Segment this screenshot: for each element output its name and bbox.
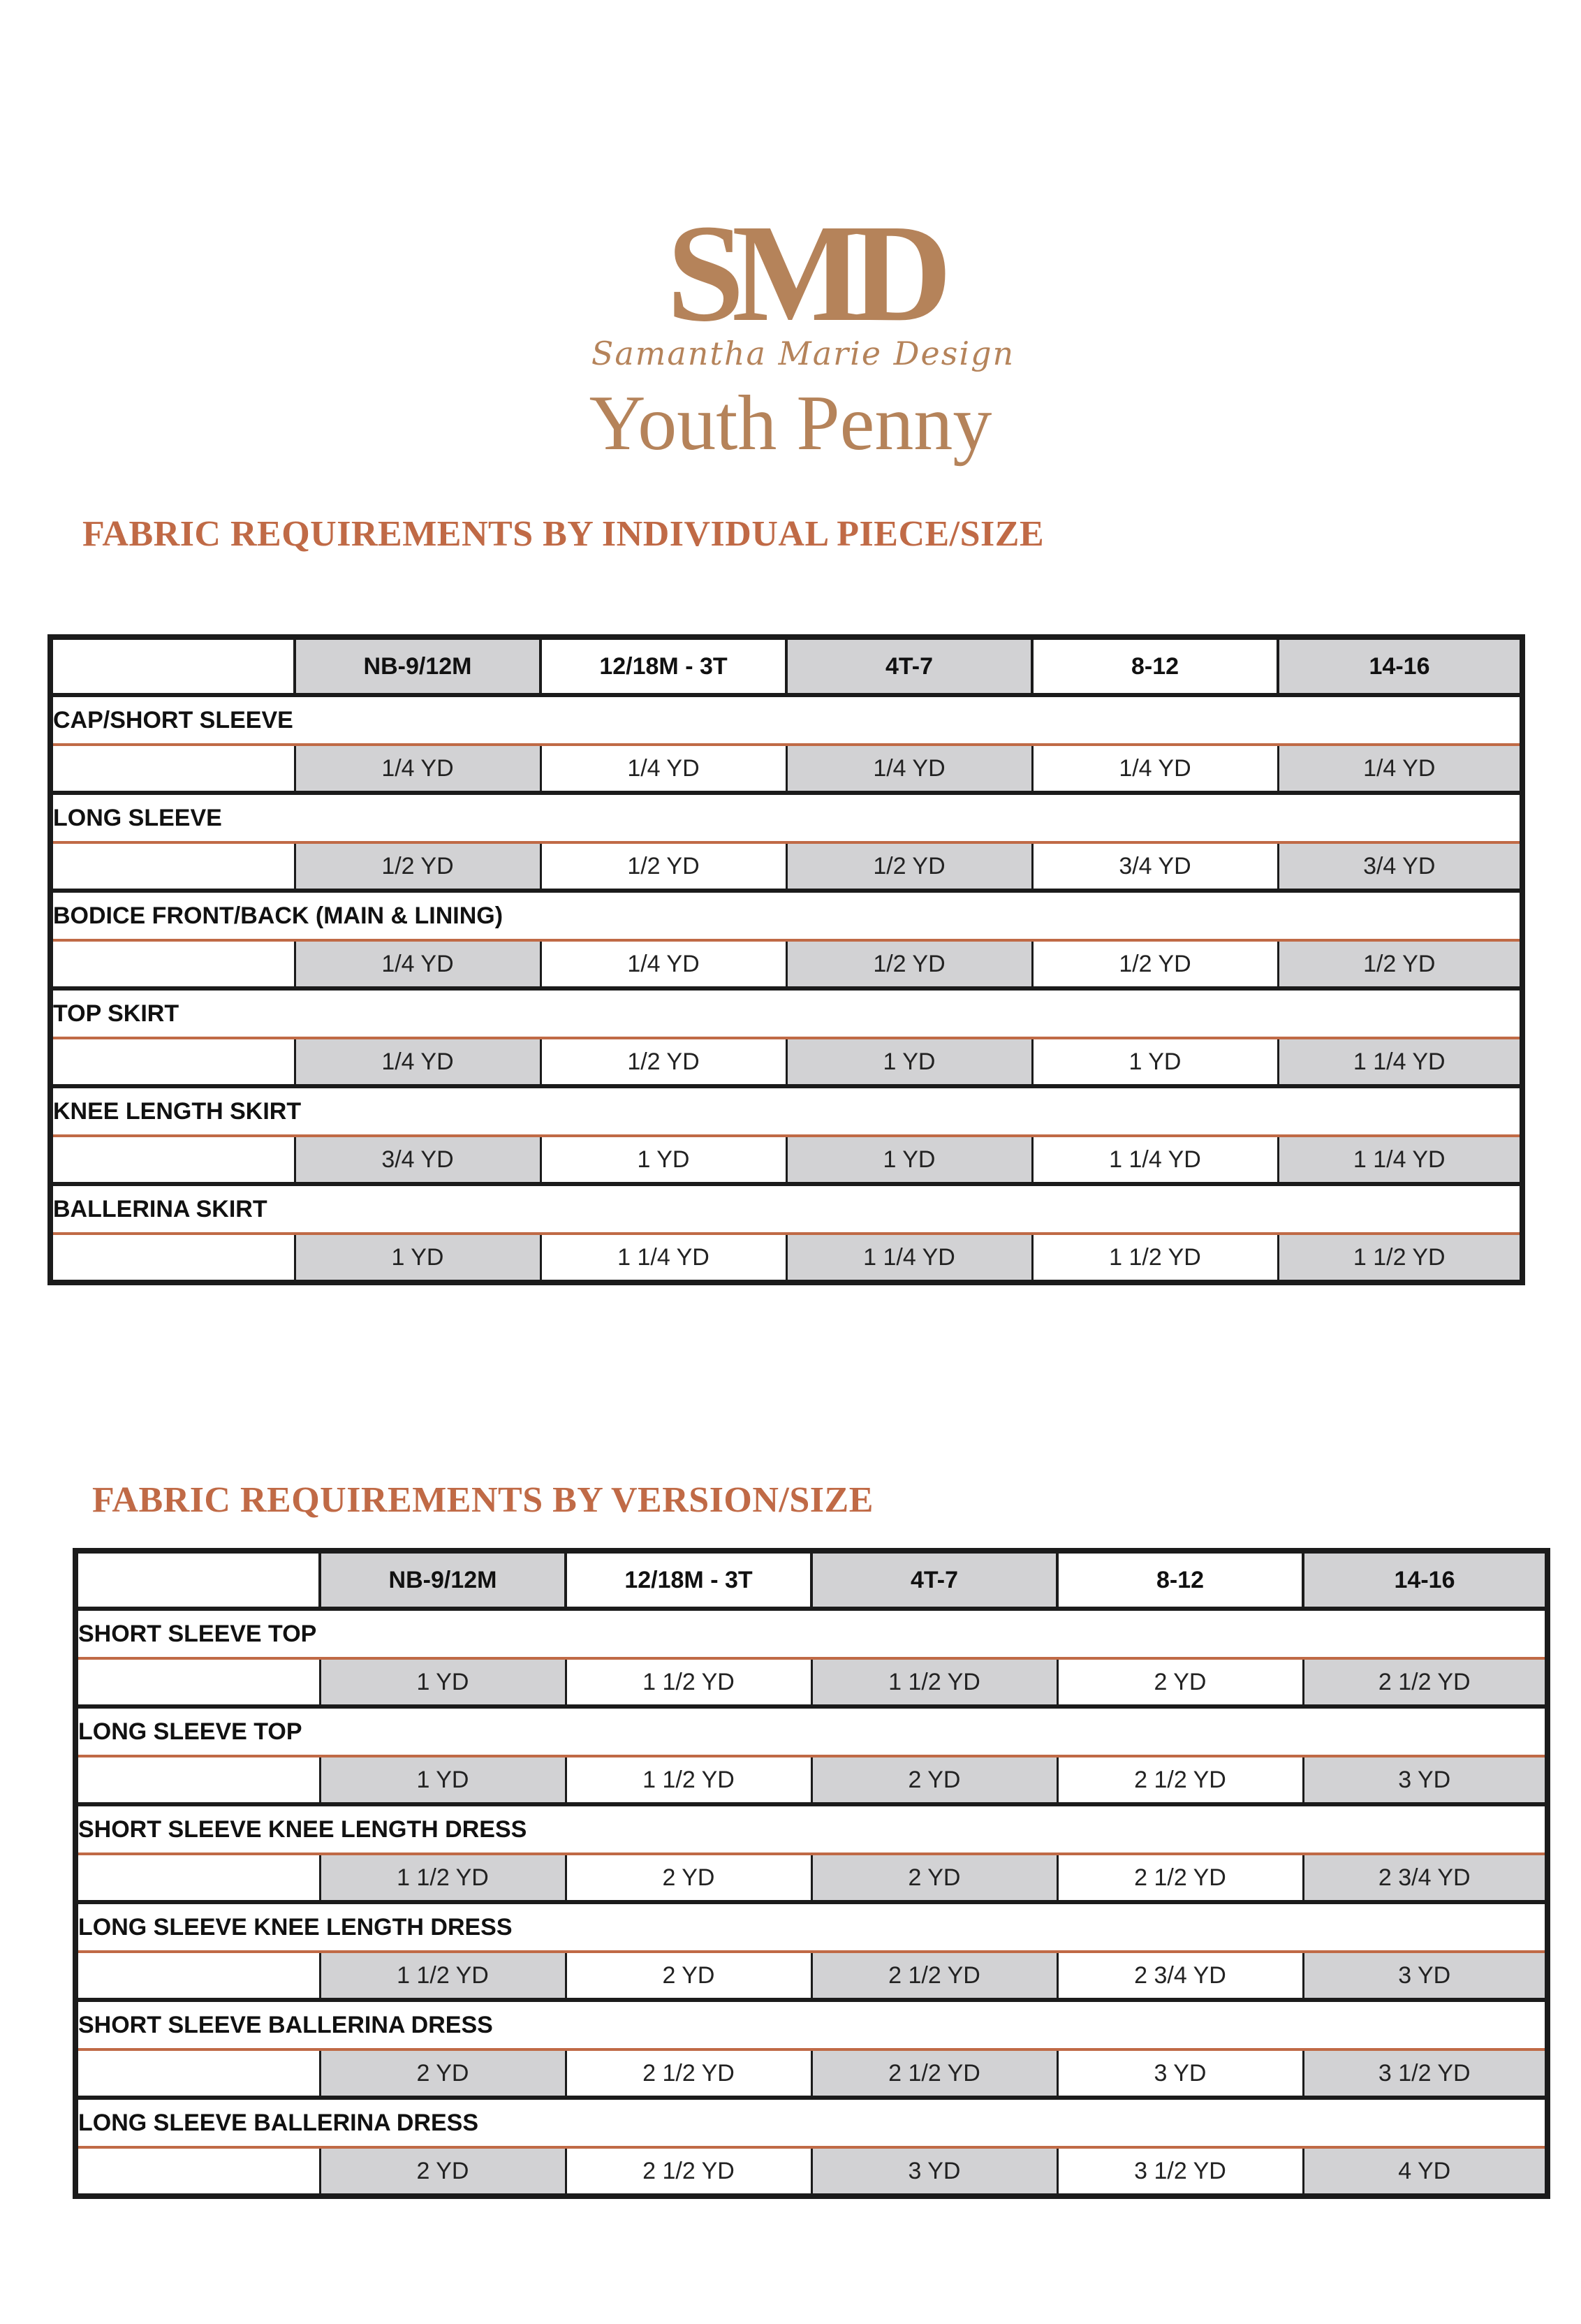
yardage-row: [50, 940, 1522, 988]
yardage-cell: 2 YD: [320, 2147, 566, 2196]
yardage-cell: 1/2 YD: [295, 842, 541, 891]
piece-label-row: [75, 1707, 1547, 1756]
yardage-cell: 2 1/2 YD: [566, 2147, 811, 2196]
yardage-cell: 3/4 YD: [1032, 842, 1278, 891]
piece-label: LONG SLEEVE: [50, 793, 1522, 842]
size-header-cell: 4T-7: [786, 637, 1032, 695]
yardage-cell: 3 1/2 YD: [1057, 2147, 1303, 2196]
heading-individual-piece: FABRIC REQUIREMENTS BY INDIVIDUAL PIECE/SIZE: [82, 514, 1045, 554]
yardage-cell: 3/4 YD: [1278, 842, 1522, 891]
yardage-cell: 1/4 YD: [295, 940, 541, 988]
row-blank-cell: [50, 1038, 295, 1086]
yardage-cell: 1/2 YD: [786, 940, 1032, 988]
size-header-cell: 14-16: [1303, 1551, 1547, 1609]
yardage-cell: 3 YD: [1303, 1756, 1547, 1804]
piece-label-row: [75, 2098, 1547, 2147]
yardage-cell: 1 YD: [786, 1038, 1032, 1086]
size-header-cell: NB-9/12M: [320, 1551, 566, 1609]
yardage-cell: 1 YD: [1032, 1038, 1278, 1086]
yardage-row: [75, 1658, 1547, 1707]
yardage-cell: 2 3/4 YD: [1057, 1952, 1303, 2000]
piece-label-row: [75, 2000, 1547, 2049]
row-blank-cell: [50, 1136, 295, 1184]
row-blank-cell: [50, 940, 295, 988]
piece-label-row: [50, 1184, 1522, 1234]
size-header-cell: 4T-7: [811, 1551, 1057, 1609]
yardage-cell: 1/4 YD: [295, 1038, 541, 1086]
piece-label: BALLERINA SKIRT: [50, 1184, 1522, 1234]
brand-logo: [587, 203, 1020, 384]
yardage-cell: 2 YD: [811, 1756, 1057, 1804]
yardage-cell: 2 YD: [320, 2049, 566, 2098]
size-header-cell: 8-12: [1057, 1551, 1303, 1609]
yardage-cell: 2 YD: [566, 1952, 811, 2000]
yardage-cell: 1 1/4 YD: [786, 1234, 1032, 1282]
yardage-cell: 1/2 YD: [786, 842, 1032, 891]
row-blank-cell: [75, 2049, 320, 2098]
yardage-cell: 2 1/2 YD: [811, 2049, 1057, 2098]
yardage-cell: 1 1/4 YD: [1278, 1136, 1522, 1184]
piece-label: SHORT SLEEVE TOP: [75, 1609, 1547, 1658]
piece-label-row: [75, 1609, 1547, 1658]
yardage-cell: 2 YD: [811, 1854, 1057, 1902]
piece-label: TOP SKIRT: [50, 988, 1522, 1038]
yardage-cell: 2 1/2 YD: [1303, 1658, 1547, 1707]
yardage-row: [75, 1756, 1547, 1804]
yardage-cell: 1 1/2 YD: [566, 1756, 811, 1804]
yardage-cell: 1 1/2 YD: [1278, 1234, 1522, 1282]
yardage-cell: 1 YD: [320, 1658, 566, 1707]
piece-label-row: [75, 1804, 1547, 1854]
yardage-cell: 1 YD: [295, 1234, 541, 1282]
size-header-cell: 8-12: [1032, 637, 1278, 695]
size-header-cell: NB-9/12M: [295, 637, 541, 695]
document-title: Youth Penny: [589, 380, 992, 467]
yardage-cell: 1 1/4 YD: [1032, 1136, 1278, 1184]
piece-label-row: [50, 695, 1522, 745]
size-header-row: [75, 1551, 1547, 1609]
yardage-row: [50, 1038, 1522, 1086]
row-blank-cell: [75, 1854, 320, 1902]
size-header-cell: 12/18M - 3T: [566, 1551, 811, 1609]
yardage-cell: 1 1/2 YD: [320, 1952, 566, 2000]
row-blank-cell: [75, 1658, 320, 1707]
piece-label-row: [50, 1086, 1522, 1136]
yardage-cell: 1 1/2 YD: [566, 1658, 811, 1707]
yardage-row: [75, 2147, 1547, 2196]
piece-label-row: [50, 988, 1522, 1038]
piece-label: KNEE LENGTH SKIRT: [50, 1086, 1522, 1136]
yardage-row: [50, 1136, 1522, 1184]
size-header-cell: 14-16: [1278, 637, 1522, 695]
yardage-row: [75, 1952, 1547, 2000]
yardage-row: [50, 1234, 1522, 1282]
piece-label: BODICE FRONT/BACK (MAIN & LINING): [50, 891, 1522, 940]
fabric-table-by-piece: [47, 634, 1525, 1285]
yardage-cell: 1 1/4 YD: [1278, 1038, 1522, 1086]
yardage-cell: 3 YD: [1057, 2049, 1303, 2098]
yardage-cell: 3 1/2 YD: [1303, 2049, 1547, 2098]
size-header-row: [50, 637, 1522, 695]
row-blank-cell: [50, 842, 295, 891]
yardage-cell: 1/4 YD: [295, 745, 541, 793]
yardage-cell: 1/4 YD: [1278, 745, 1522, 793]
piece-label-row: [75, 1902, 1547, 1952]
yardage-cell: 3/4 YD: [295, 1136, 541, 1184]
header-blank-cell: [75, 1551, 320, 1609]
yardage-cell: 2 3/4 YD: [1303, 1854, 1547, 1902]
yardage-cell: 1/2 YD: [1278, 940, 1522, 988]
piece-label: LONG SLEEVE KNEE LENGTH DRESS: [75, 1902, 1547, 1952]
yardage-cell: 1 1/2 YD: [1032, 1234, 1278, 1282]
yardage-cell: 1/4 YD: [541, 940, 786, 988]
piece-label: SHORT SLEEVE KNEE LENGTH DRESS: [75, 1804, 1547, 1854]
yardage-cell: 1/4 YD: [1032, 745, 1278, 793]
yardage-cell: 1 YD: [786, 1136, 1032, 1184]
yardage-cell: 1 YD: [320, 1756, 566, 1804]
yardage-cell: 4 YD: [1303, 2147, 1547, 2196]
yardage-cell: 1/4 YD: [541, 745, 786, 793]
size-header-cell: 12/18M - 3T: [541, 637, 786, 695]
yardage-cell: 2 1/2 YD: [811, 1952, 1057, 2000]
yardage-row: [75, 1854, 1547, 1902]
yardage-cell: 1 1/2 YD: [320, 1854, 566, 1902]
yardage-cell: 2 YD: [1057, 1658, 1303, 1707]
yardage-cell: 1 YD: [541, 1136, 786, 1184]
yardage-cell: 2 1/2 YD: [1057, 1756, 1303, 1804]
logo-monogram: SMD: [666, 203, 940, 351]
header-blank-cell: [50, 637, 295, 695]
row-blank-cell: [75, 1952, 320, 2000]
logo-script-name: Samantha Marie Design: [591, 335, 1015, 372]
yardage-row: [75, 2049, 1547, 2098]
piece-label-row: [50, 891, 1522, 940]
yardage-cell: 2 1/2 YD: [1057, 1854, 1303, 1902]
row-blank-cell: [50, 1234, 295, 1282]
yardage-cell: 1/2 YD: [541, 1038, 786, 1086]
piece-label: LONG SLEEVE BALLERINA DRESS: [75, 2098, 1547, 2147]
yardage-row: [50, 842, 1522, 891]
yardage-cell: 1 1/4 YD: [541, 1234, 786, 1282]
piece-label: SHORT SLEEVE BALLERINA DRESS: [75, 2000, 1547, 2049]
yardage-cell: 3 YD: [1303, 1952, 1547, 2000]
piece-label: CAP/SHORT SLEEVE: [50, 695, 1522, 745]
yardage-cell: 3 YD: [811, 2147, 1057, 2196]
yardage-cell: 1 1/2 YD: [811, 1658, 1057, 1707]
yardage-cell: 1/2 YD: [541, 842, 786, 891]
yardage-cell: 1/2 YD: [1032, 940, 1278, 988]
yardage-cell: 1/4 YD: [786, 745, 1032, 793]
piece-label: LONG SLEEVE TOP: [75, 1707, 1547, 1756]
piece-label-row: [50, 793, 1522, 842]
yardage-cell: 2 1/2 YD: [566, 2049, 811, 2098]
row-blank-cell: [75, 2147, 320, 2196]
row-blank-cell: [50, 745, 295, 793]
fabric-table-by-version: [73, 1548, 1550, 2199]
yardage-cell: 2 YD: [566, 1854, 811, 1902]
yardage-row: [50, 745, 1522, 793]
heading-version: FABRIC REQUIREMENTS BY VERSION/SIZE: [92, 1480, 874, 1520]
row-blank-cell: [75, 1756, 320, 1804]
